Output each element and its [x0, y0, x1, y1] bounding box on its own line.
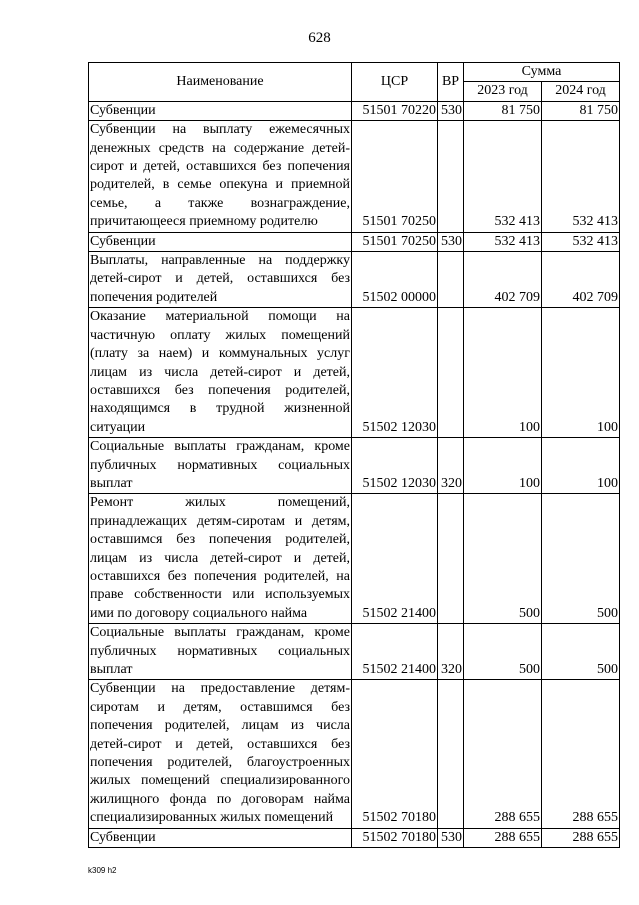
- row-sum-2023: 288 655: [464, 828, 542, 847]
- row-vr: [438, 308, 464, 438]
- row-name: Социальные выплаты гражданам, кроме публичных нормативных социальных выплат: [89, 624, 352, 680]
- table-row: [89, 624, 620, 680]
- row-vr: [438, 680, 464, 828]
- row-csr: 51502 21400: [352, 494, 438, 624]
- row-sum-2024: 500: [542, 494, 620, 624]
- header-year-2024: 2024 год: [542, 82, 620, 101]
- row-vr: 320: [438, 438, 464, 494]
- header-vr: ВР: [438, 63, 464, 102]
- row-vr: 530: [438, 828, 464, 847]
- page-number: 628: [308, 30, 331, 46]
- row-sum-2023: 100: [464, 308, 542, 438]
- row-csr: 51501 70250: [352, 232, 438, 251]
- budget-table: [88, 62, 620, 848]
- row-sum-2023: 402 709: [464, 252, 542, 308]
- row-sum-2024: 100: [542, 308, 620, 438]
- table-row: [89, 232, 620, 251]
- table-row: [89, 828, 620, 847]
- row-vr: 530: [438, 101, 464, 120]
- row-csr: 51502 70180: [352, 680, 438, 828]
- row-sum-2023: 500: [464, 624, 542, 680]
- table-body: [89, 101, 620, 847]
- row-sum-2024: 100: [542, 438, 620, 494]
- table-row: [89, 121, 620, 232]
- row-name: Субвенции: [89, 828, 352, 847]
- header-year-2023: 2023 год: [464, 82, 542, 101]
- header-sum: Сумма: [464, 63, 620, 82]
- row-csr: 51502 12030: [352, 308, 438, 438]
- row-sum-2024: 402 709: [542, 252, 620, 308]
- row-csr: 51501 70220: [352, 101, 438, 120]
- table-row: [89, 101, 620, 120]
- footer-code: k309 h2: [88, 866, 117, 875]
- row-csr: 51502 21400: [352, 624, 438, 680]
- row-vr: [438, 121, 464, 232]
- row-sum-2024: 532 413: [542, 232, 620, 251]
- row-name: Выплаты, направленные на поддержку детей-сирот и детей, оставшихся без попечения родителей: [89, 252, 352, 308]
- row-name: Субвенции: [89, 101, 352, 120]
- header-name: Наименование: [89, 63, 352, 102]
- table-row: [89, 308, 620, 438]
- row-sum-2023: 532 413: [464, 232, 542, 251]
- row-sum-2024: 81 750: [542, 101, 620, 120]
- row-name: Субвенции на выплату ежемесячных денежных средств на содержание детей-сирот и детей, оставшихся без попечения родителей, в семье опекуна и приемной семье, а также вознаграждение, причитающееся приемному родителю: [89, 121, 352, 232]
- row-sum-2023: 500: [464, 494, 542, 624]
- table-row: [89, 494, 620, 624]
- row-name: Оказание материальной помощи на частичную оплату жилых помещений (плату за наем) и коммунальных услуг лицам из числа детей-сирот и детей, оставшихся без попечения родителей, находящимся в трудной жизненной ситуации: [89, 308, 352, 438]
- row-sum-2024: 288 655: [542, 828, 620, 847]
- row-sum-2023: 288 655: [464, 680, 542, 828]
- table-row: [89, 680, 620, 828]
- table-row: [89, 252, 620, 308]
- row-vr: [438, 252, 464, 308]
- row-sum-2023: 532 413: [464, 121, 542, 232]
- row-csr: 51502 00000: [352, 252, 438, 308]
- table-row: [89, 438, 620, 494]
- row-name: Субвенции на предоставление детям-сиротам и детям, оставшимся без попечения родителей, лицам из числа детей-сирот и детей, оставшихся без попечения родителей, благоустроенных жилых помещений специализированного жилищного фонда по договорам найма специализированных жилых помещений: [89, 680, 352, 828]
- row-csr: 51502 70180: [352, 828, 438, 847]
- row-vr: 320: [438, 624, 464, 680]
- row-csr: 51502 12030: [352, 438, 438, 494]
- row-vr: [438, 494, 464, 624]
- row-name: Социальные выплаты гражданам, кроме публичных нормативных социальных выплат: [89, 438, 352, 494]
- row-sum-2024: 288 655: [542, 680, 620, 828]
- row-sum-2024: 532 413: [542, 121, 620, 232]
- row-name: Субвенции: [89, 232, 352, 251]
- row-sum-2023: 100: [464, 438, 542, 494]
- header-csr: ЦСР: [352, 63, 438, 102]
- row-csr: 51501 70250: [352, 121, 438, 232]
- row-name: Ремонт жилых помещений, принадлежащих детям-сиротам и детям, оставшимся без попечения родителей, лицам из числа детей-сирот и детей, оставшихся без попечения родителей, на праве собственности или используемых ими по договору социального найма: [89, 494, 352, 624]
- row-vr: 530: [438, 232, 464, 251]
- row-sum-2024: 500: [542, 624, 620, 680]
- row-sum-2023: 81 750: [464, 101, 542, 120]
